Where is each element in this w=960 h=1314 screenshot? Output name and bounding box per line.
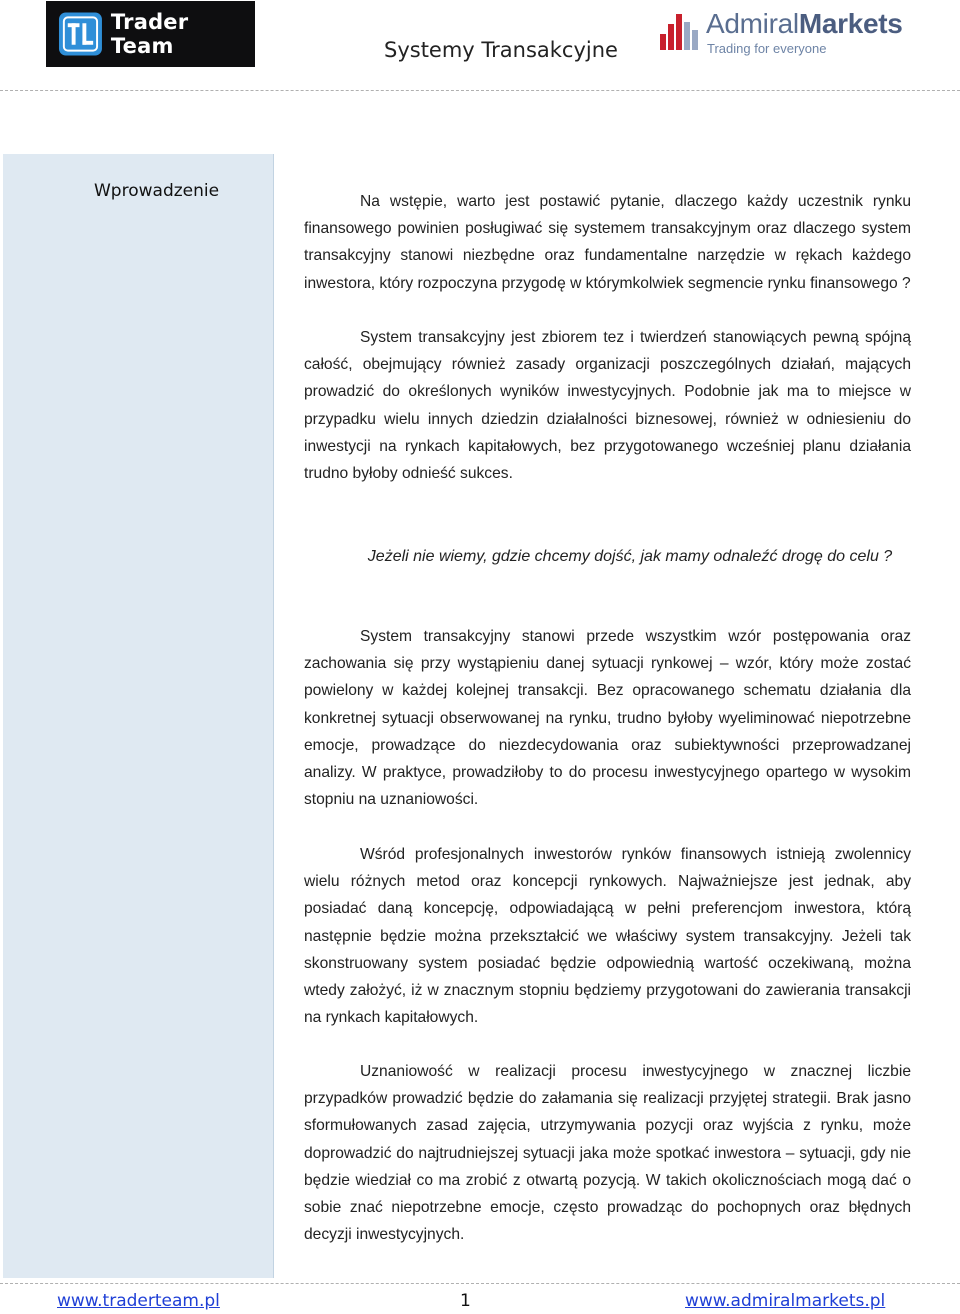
trader-team-logo-text: Trader Team [110,10,189,58]
admiral-markets-logo-icon [658,8,702,52]
paragraph-intro: Na wstępie, warto jest postawić pytanie, dlaczego każdy uczestnik rynku finansowego powinien posługiwać się systemem transakcyjnym oraz dlaczego system transakcyjny stanowi niezbędne oraz fundamentalne narzędzie w rękach każdego inwestora, który rozpoczyna przygodę w którymkolwiek segmencie rynku finansowego ? [304,193,911,292]
logo-name-bold: Markets [798,8,903,39]
admiral-markets-logo-name [706,8,903,40]
document-title: Systemy Transakcyjne [384,38,618,62]
admiral-markets-logo [658,4,903,64]
header-divider [0,90,960,91]
quote: Jeżeli nie wiemy, gdzie chcemy dojść, jak mamy odnaleźć drogę do celu ? [367,548,893,565]
footer-link-admiralmarkets[interactable]: www.admiralmarkets.pl [685,1291,886,1311]
footer-divider [0,1283,960,1284]
sidebar-band [3,154,274,1278]
paragraph-pattern: System transakcyjny stanowi przede wszystkim wzór postępowania oraz zachowania się przy wystąpieniu danej sytuacji rynkowej – wzór, który może zostać powielony w każdej kolejnej transakcji. Bez opracowanego schematu działania dla konkretnej sytuacji obserwowanej na rynku, trudno byłoby wyeliminować niepotrzebne emocje, prowadzące do niezdecydowania oraz subiektywności przeprowadzanej analizy. W praktyce, prowadziłoby to do procesu inwestycyjnego opartego w wysokim stopniu na uznaniowości. [304,628,911,809]
trader-team-logo [46,1,255,67]
logo-name-light: Admiral [706,8,799,39]
admiral-markets-tagline: Trading for everyone [707,41,827,56]
paragraph-professionals: Wśród profesjonalnych inwestorów rynków finansowych istnieją zwolennicy wielu różnych metod oraz koncepcji rynkowych. Najważniejsze jest jednak, aby posiadać daną koncepcję, odpowiadającą w pełni preferencjom inwestora, którą następnie będzie można przekształcić we właściwy system transakcyjny. Jeżeli tak skonstruowany system posiadać będzie odpowiednią wartość oczekiwaną, można wtedy założyć, iż w znacznym stopniu będziemy przygotowani do zawierania transakcji na rynkach kapitałowych. [304,846,911,1027]
paragraph-definition: System transakcyjny jest zbiorem tez i twierdzeń stanowiących pewną spójną całość, obejmujący również zasady organizacji poszczególnych działań, mających prowadzić do określonych wyników inwestycyjnych. Podobnie jak ma to miejsce w przypadku wielu innych dziedzin działalności biznesowej, również w odniesieniu do inwestycji na rynkach kapitałowych, bez przygotowanego wcześniej planu działania trudno byłoby odnieść sukces. [304,329,911,483]
section-title: Wprowadzenie [94,181,220,201]
page-number: 1 [460,1291,471,1311]
paragraph-discretion: Uznaniowość w realizacji procesu inwestycyjnego w znacznej liczbie przypadków prowadzić będzie do załamania się realizacji przyjętej strategii. Brak jasno sformułowanych zasad zajęcia, utrzymywania pozycji oraz wyjścia z rynku, może doprowadzić do najtrudniejszej sytuacji jaka może spotkać inwestora – sytuacji, gdy nie będzie wiedział co ma zrobić z otwartą pozycją. W takich okolicznościach mogą dać o sobie znać niepotrzebne emocje, często prowadząc do pochopnych oraz błędnych decyzji inwestycyjnych. [304,1063,911,1244]
trader-team-logo-icon [58,11,103,57]
footer-link-traderteam[interactable]: www.traderteam.pl [57,1291,220,1311]
